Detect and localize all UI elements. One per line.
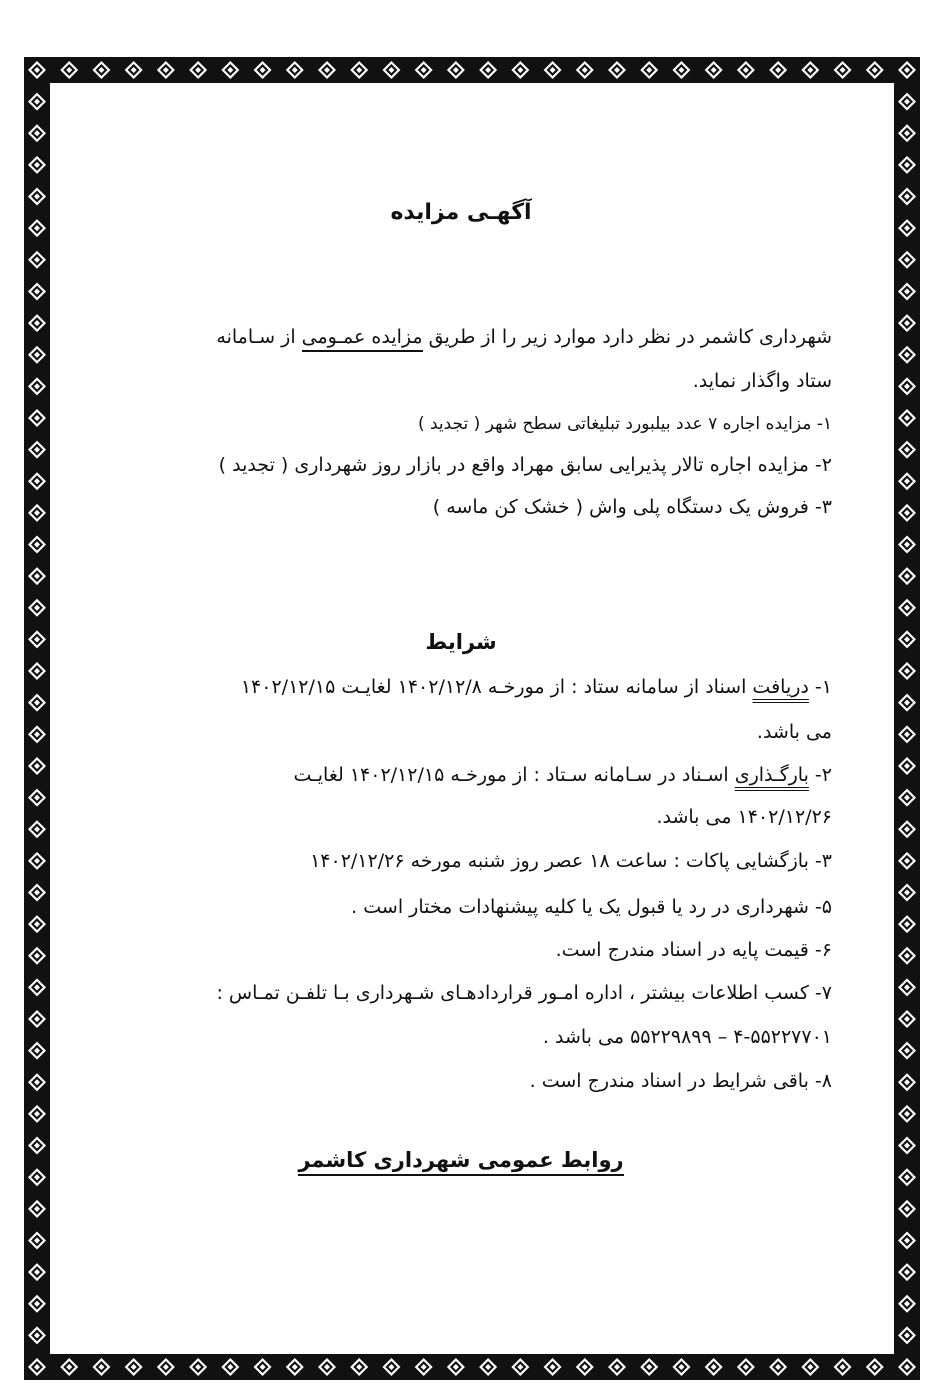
diamond-ornament: [157, 61, 175, 79]
diamond-ornament: [898, 1231, 916, 1249]
diamond-ornament: [479, 61, 497, 79]
diamond-ornament: [898, 1200, 916, 1218]
diamond-ornament: [28, 662, 46, 680]
diamond-ornament: [28, 536, 46, 554]
diamond-ornament: [801, 61, 819, 79]
diamond-ornament: [28, 441, 46, 459]
diamond-ornament: [898, 536, 916, 554]
diamond-ornament: [28, 314, 46, 332]
diamond-ornament: [898, 725, 916, 743]
diamond-ornament: [898, 694, 916, 712]
intro-prefix: شهرداری کاشمر در نظر دارد موارد زیر را از طریق: [422, 326, 832, 348]
diamond-ornament: [672, 1358, 690, 1376]
diamond-ornament: [318, 61, 336, 79]
diamond-ornament: [28, 1042, 46, 1060]
diamond-ornament: [866, 61, 884, 79]
diamond-ornament: [640, 61, 658, 79]
diamond-ornament: [28, 409, 46, 427]
diamond-ornament: [350, 61, 368, 79]
item-1: ۱- مزایده اجاره ۷ عدد بیلبورد تبلیغاتی سطح شهر ( تجدید ): [417, 414, 832, 434]
diamond-ornament: [28, 947, 46, 965]
diamond-ornament: [898, 314, 916, 332]
diamond-ornament: [60, 61, 78, 79]
diamond-ornament: [28, 1168, 46, 1186]
diamond-ornament: [28, 156, 46, 174]
diamond-ornament: [28, 978, 46, 996]
diamond-ornament: [898, 915, 916, 933]
diamond-ornament: [705, 1358, 723, 1376]
signature-text: روابط عمومی شهرداری کاشمر: [298, 1148, 623, 1176]
diamond-ornament: [898, 947, 916, 965]
diamond-ornament: [898, 251, 916, 269]
diamond-ornament: [898, 188, 916, 206]
diamond-ornament: [898, 789, 916, 807]
diamond-ornament: [737, 61, 755, 79]
diamond-ornament: [898, 820, 916, 838]
condition-2-line-2: ۱۴۰۲/۱۲/۲۶ می باشد.: [656, 806, 832, 828]
diamond-ornament: [28, 1073, 46, 1091]
condition-2-prefix: ۲-: [808, 764, 832, 786]
diamond-ornament: [898, 1010, 916, 1028]
diamond-ornament: [286, 61, 304, 79]
diamond-ornament: [898, 852, 916, 870]
diamond-ornament: [898, 219, 916, 237]
diamond-ornament: [28, 251, 46, 269]
diamond-ornament: [640, 1358, 658, 1376]
diamond-ornament: [125, 61, 143, 79]
diamond-ornament: [28, 1231, 46, 1249]
diamond-ornament: [28, 820, 46, 838]
diamond-ornament: [28, 567, 46, 585]
diamond-ornament: [28, 1105, 46, 1123]
diamond-ornament: [254, 1358, 272, 1376]
diamond-ornament: [898, 599, 916, 617]
diamond-ornament: [28, 852, 46, 870]
diamond-ornament: [769, 61, 787, 79]
diamond-ornament: [447, 1358, 465, 1376]
diamond-ornament: [898, 93, 916, 111]
diamond-ornament: [898, 757, 916, 775]
condition-6: ۶- قیمت پایه در اسناد مندرج است.: [555, 939, 832, 961]
diamond-ornament: [834, 1358, 852, 1376]
intro-line-1: [216, 326, 832, 348]
condition-1: [241, 676, 832, 698]
diamond-ornament: [576, 61, 594, 79]
diamond-ornament: [898, 409, 916, 427]
diamond-ornament: [254, 61, 272, 79]
diamond-ornament: [898, 377, 916, 395]
diamond-ornament: [415, 1358, 433, 1376]
condition-7-line-2: ۴-۵۵۲۲۷۷۰۱ – ۵۵۲۲۹۸۹۹ می باشد .: [542, 1026, 832, 1048]
diamond-ornament: [286, 1358, 304, 1376]
diamond-ornament: [898, 61, 916, 79]
diamond-ornament: [479, 1358, 497, 1376]
diamond-ornament: [28, 1200, 46, 1218]
diamond-ornament: [511, 61, 529, 79]
conditions-title: شرایط: [425, 630, 497, 654]
diamond-ornament: [28, 124, 46, 142]
item-3: ۳- فروش یک دستگاه پلی واش ( خشک کن ماسه ): [432, 496, 832, 518]
condition-2: [294, 764, 832, 786]
decorative-border: [24, 57, 920, 1380]
signature: [90, 1148, 832, 1172]
diamond-ornament: [672, 61, 690, 79]
diamond-ornament: [28, 282, 46, 300]
diamond-ornament: [737, 1358, 755, 1376]
notice-title: آگهـی مزایده: [390, 200, 532, 225]
diamond-ornament: [189, 1358, 207, 1376]
diamond-ornament: [28, 1326, 46, 1344]
diamond-ornament: [898, 282, 916, 300]
diamond-ornament: [28, 346, 46, 364]
diamond-ornament: [898, 504, 916, 522]
intro-line-2: ستاد واگذار نماید.: [692, 370, 832, 392]
diamond-ornament: [447, 61, 465, 79]
diamond-ornament: [576, 1358, 594, 1376]
diamond-ornament: [898, 567, 916, 585]
diamond-ornament: [608, 1358, 626, 1376]
diamond-ornament: [318, 1358, 336, 1376]
diamond-ornament: [28, 1137, 46, 1155]
diamond-ornament: [898, 630, 916, 648]
diamond-ornament: [28, 61, 46, 79]
diamond-ornament: [511, 1358, 529, 1376]
diamond-ornament: [382, 61, 400, 79]
diamond-ornament: [60, 1358, 78, 1376]
diamond-ornament: [28, 188, 46, 206]
diamond-ornament: [28, 1263, 46, 1281]
condition-1-line-2: می باشد.: [756, 721, 832, 743]
diamond-ornament: [769, 1358, 787, 1376]
diamond-ornament: [898, 1263, 916, 1281]
diamond-ornament: [898, 1073, 916, 1091]
diamond-ornament: [28, 630, 46, 648]
condition-1-underlined: دریافت: [752, 676, 809, 698]
diamond-ornament: [92, 1358, 110, 1376]
diamond-ornament: [28, 883, 46, 901]
intro-underlined: مزایده عمـومی: [302, 326, 423, 352]
diamond-ornament: [898, 1137, 916, 1155]
intro-suffix: از سـامانه: [216, 326, 302, 348]
diamond-ornament: [28, 1010, 46, 1028]
diamond-ornament: [189, 61, 207, 79]
diamond-ornament: [28, 599, 46, 617]
diamond-ornament: [866, 1358, 884, 1376]
diamond-ornament: [28, 694, 46, 712]
diamond-ornament: [221, 61, 239, 79]
condition-8: ۸- باقی شرایط در اسناد مندرج است .: [529, 1070, 832, 1092]
condition-7: ۷- کسب اطلاعات بیشتر ، اداره امـور قراردادهـای شـهرداری بـا تلفـن تمـاس :: [216, 982, 832, 1004]
diamond-ornament: [28, 472, 46, 490]
diamond-ornament: [28, 1295, 46, 1313]
diamond-ornament: [544, 1358, 562, 1376]
diamond-ornament: [28, 789, 46, 807]
diamond-ornament: [898, 1358, 916, 1376]
diamond-ornament: [28, 915, 46, 933]
diamond-ornament: [125, 1358, 143, 1376]
diamond-ornament: [157, 1358, 175, 1376]
diamond-ornament: [898, 1042, 916, 1060]
diamond-ornament: [28, 504, 46, 522]
diamond-ornament: [898, 1105, 916, 1123]
diamond-ornament: [382, 1358, 400, 1376]
diamond-ornament: [898, 978, 916, 996]
diamond-ornament: [28, 1358, 46, 1376]
diamond-ornament: [544, 61, 562, 79]
diamond-ornament: [608, 61, 626, 79]
diamond-ornament: [898, 1326, 916, 1344]
diamond-ornament: [898, 346, 916, 364]
diamond-ornament: [221, 1358, 239, 1376]
diamond-ornament: [28, 725, 46, 743]
diamond-ornament: [350, 1358, 368, 1376]
diamond-ornament: [92, 61, 110, 79]
diamond-ornament: [415, 61, 433, 79]
diamond-ornament: [834, 61, 852, 79]
item-2: ۲- مزایده اجاره تالار پذیرایی سابق مهراد واقع در بازار روز شهرداری ( تجدید ): [218, 454, 832, 476]
diamond-ornament: [705, 61, 723, 79]
diamond-ornament: [898, 883, 916, 901]
diamond-ornament: [28, 757, 46, 775]
diamond-ornament: [898, 662, 916, 680]
condition-3: ۳- بازگشایی پاکات : ساعت ۱۸ عصر روز شنبه مورخه ۱۴۰۲/۱۲/۲۶: [310, 850, 832, 872]
diamond-ornament: [898, 441, 916, 459]
diamond-ornament: [898, 156, 916, 174]
diamond-ornament: [898, 472, 916, 490]
condition-2-underlined: بارگـذاری: [734, 764, 809, 786]
diamond-ornament: [28, 219, 46, 237]
condition-2-rest: اسـناد در سـامانه سـتاد : از مورخـه ۱۴۰۲/۱۲/۱۵ لغایـت: [293, 764, 735, 786]
diamond-ornament: [28, 377, 46, 395]
diamond-ornament: [898, 124, 916, 142]
diamond-ornament: [898, 1168, 916, 1186]
diamond-ornament: [28, 93, 46, 111]
condition-1-rest: اسناد از سامانه ستاد : از مورخـه ۱۴۰۲/۱۲/۸ لغایـت ۱۴۰۲/۱۲/۱۵: [240, 676, 753, 698]
diamond-ornament: [898, 1295, 916, 1313]
condition-1-prefix: ۱-: [808, 676, 832, 698]
diamond-ornament: [801, 1358, 819, 1376]
condition-5: ۵- شهرداری در رد یا قبول یک یا کلیه پیشنهادات مختار است .: [351, 896, 832, 918]
